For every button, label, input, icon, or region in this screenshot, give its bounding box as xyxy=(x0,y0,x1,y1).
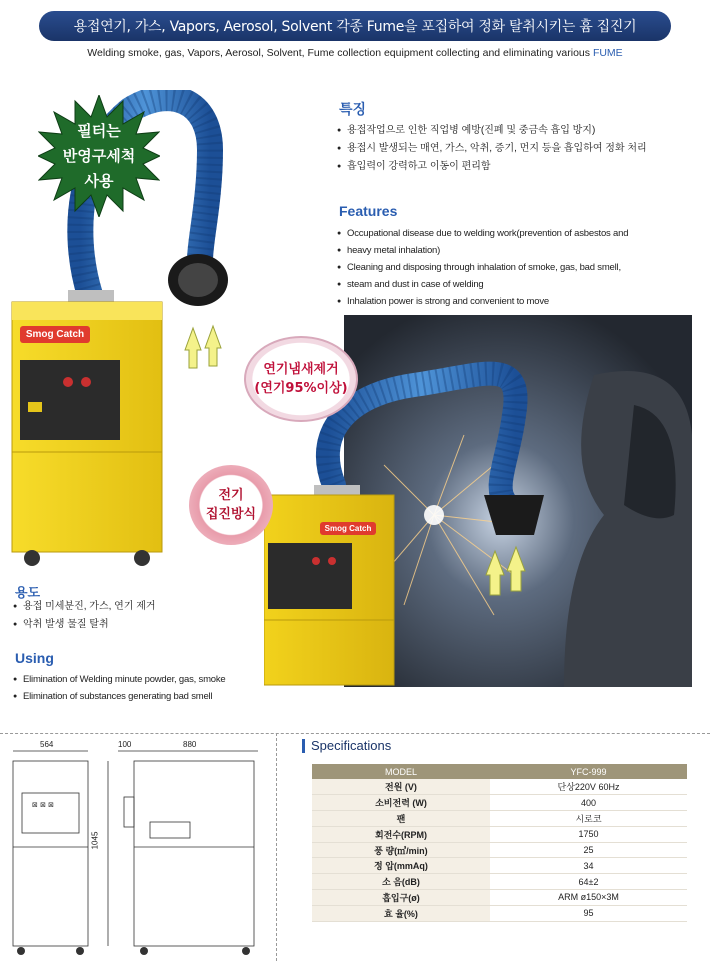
dimension-drawing xyxy=(0,735,276,961)
spec-value: 95 xyxy=(490,905,687,921)
star-badge-text xyxy=(38,119,160,194)
spec-label: 회전수(RPM) xyxy=(312,826,490,842)
list-item: ● Elimination of Welding minute powder, gas, smoke xyxy=(13,671,283,688)
spec-value: 64±2 xyxy=(490,874,687,890)
table-row xyxy=(312,905,687,921)
features-en-heading: Features xyxy=(339,203,398,219)
table-row xyxy=(312,874,687,890)
spec-value: 단상220V 60Hz xyxy=(490,779,687,795)
table-row xyxy=(312,811,687,827)
spec-value: 1750 xyxy=(490,826,687,842)
spec-label: 팬 xyxy=(312,811,490,827)
table-row xyxy=(312,890,687,906)
star-badge-line: 반영구세척 xyxy=(62,147,136,165)
spec-label: 흡입구(ø) xyxy=(312,890,490,906)
heading-bar xyxy=(302,739,305,753)
dim-width: 564 xyxy=(40,740,54,749)
table-row xyxy=(312,779,687,795)
list-item: ● 용접작업으로 인한 직업병 예방(진폐 및 중금속 흡입 방지) xyxy=(337,122,697,140)
list-item: ● steam and dust in case of welding xyxy=(337,276,697,293)
features-en-list xyxy=(337,225,697,310)
dim-gap: 100 xyxy=(118,740,132,749)
table-row xyxy=(312,858,687,874)
electric-collection-badge xyxy=(189,465,273,545)
oval-badge-line: (연기95%이상) xyxy=(254,381,348,396)
usage-ko-heading: 용도 xyxy=(15,585,41,600)
table-row xyxy=(312,826,687,842)
spec-label: 소비전력 (W) xyxy=(312,795,490,811)
star-badge-line: 사용 xyxy=(84,172,114,190)
table-row xyxy=(312,795,687,811)
spec-label: 전원 (V) xyxy=(312,779,490,795)
star-badge-line: 필터는 xyxy=(77,122,121,140)
list-item: ● Cleaning and disposing through inhalation of smoke, gas, bad smell, xyxy=(337,259,697,276)
list-item: ● 악취 발생 물질 탈취 xyxy=(13,616,273,634)
usage-ko-list xyxy=(13,598,273,634)
section-divider-vertical xyxy=(276,733,277,961)
circle-badge-line: 전기 xyxy=(218,488,244,503)
specs-table xyxy=(312,764,687,922)
spec-value: 34 xyxy=(490,858,687,874)
spec-value: 400 xyxy=(490,795,687,811)
spec-label: 정 압(mmAq) xyxy=(312,858,490,874)
usage-en-list xyxy=(13,671,283,705)
usage-en-heading: Using xyxy=(15,650,54,666)
list-item: ● Inhalation power is strong and convenient to move xyxy=(337,293,697,310)
specs-heading-text: Specifications xyxy=(311,738,392,753)
spec-label: 효 율(%) xyxy=(312,905,490,921)
page-subtitle xyxy=(0,47,710,59)
list-item: ● Occupational disease due to welding work(prevention of asbestos and xyxy=(337,225,697,242)
brand-logo-text: Smog Catch xyxy=(324,524,372,533)
dim-height: 1045 xyxy=(90,831,100,850)
section-divider xyxy=(0,733,710,734)
list-item: ● 용접 미세분진, 가스, 연기 제거 xyxy=(13,598,273,616)
table-header-row xyxy=(312,764,687,779)
brand-logo-text: Smog Catch xyxy=(25,329,85,340)
list-item: ● 흡입력이 강력하고 이동이 편리함 xyxy=(337,158,697,176)
circle-badge-line: 집진방식 xyxy=(205,507,257,522)
features-ko-list xyxy=(337,122,697,176)
dim-depth: 880 xyxy=(183,740,197,749)
svg-text:⊠ ⊠ ⊠: ⊠ ⊠ ⊠ xyxy=(32,801,55,809)
spec-label: 소 음(dB) xyxy=(312,874,490,890)
oval-badge-line: 연기냄새제거 xyxy=(263,362,339,377)
list-item: ● 용접시 발생되는 매연, 가스, 악취, 증기, 먼지 등을 흡입하여 정화 처리 xyxy=(337,140,697,158)
col-model: MODEL xyxy=(312,764,490,779)
brand-logo-right xyxy=(320,522,376,535)
subtitle-text: Welding smoke, gas, Vapors, Aerosol, Solvent, Fume collection equipment collecting and eliminating various xyxy=(87,47,591,59)
spec-label: 풍 량(㎥/min) xyxy=(312,842,490,858)
specs-heading xyxy=(302,738,391,753)
spec-value: ARM ø150×3M xyxy=(490,890,687,906)
table-row xyxy=(312,842,687,858)
title-banner xyxy=(39,11,671,41)
subtitle-highlight: FUME xyxy=(592,47,623,59)
page-title: 용접연기, 가스, Vapors, Aerosol, Solvent 각종 Fume을 포집하여 정화 탈취시키는 흄 집진기 xyxy=(73,19,637,35)
spec-value: 25 xyxy=(490,842,687,858)
list-item: ● Elimination of substances generating bad smell xyxy=(13,688,283,705)
features-ko-heading: 특징 xyxy=(339,101,367,117)
col-value: YFC-999 xyxy=(490,764,687,779)
smoke-removal-badge xyxy=(244,336,358,422)
brand-logo-left xyxy=(20,326,90,343)
list-item: ● heavy metal inhalation) xyxy=(337,242,697,259)
spec-value: 시로코 xyxy=(490,811,687,827)
